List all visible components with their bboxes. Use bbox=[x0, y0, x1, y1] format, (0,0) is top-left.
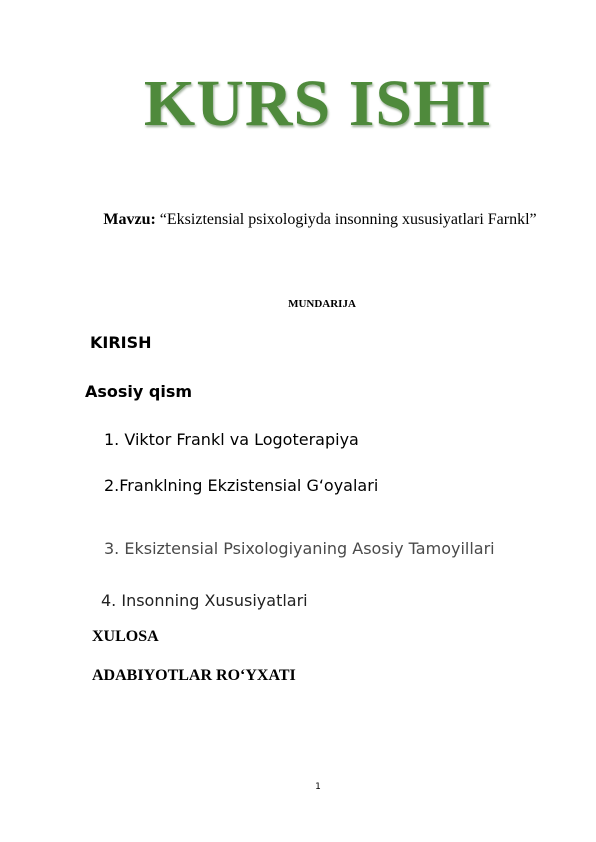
toc-item-conclusion: XULOSA bbox=[92, 628, 159, 645]
toc-item-intro: KIRISH bbox=[90, 333, 152, 352]
toc-item-main-part: Asosiy qism bbox=[85, 382, 193, 401]
page-number: 1 bbox=[315, 782, 321, 792]
topic-text: “Eksiztensial psixologiyda insonning xususiyatlari Farnkl” bbox=[159, 211, 537, 228]
toc-heading: MUNDARIJA bbox=[288, 298, 356, 310]
toc-item-references: ADABIYOTLAR RO‘YXATI bbox=[92, 667, 296, 684]
topic-label: Mavzu: bbox=[103, 211, 156, 228]
toc-item-4: 4. Insonning Xususiyatlari bbox=[101, 591, 308, 610]
toc-item-3: 3. Eksiztensial Psixologiyaning Asosiy Tamoyillari bbox=[104, 539, 495, 558]
topic-block bbox=[60, 205, 580, 235]
toc-item-1: 1. Viktor Frankl va Logoterapiya bbox=[104, 430, 359, 449]
document-title: KURS ISHI bbox=[143, 67, 493, 140]
toc-item-2: 2.Franklning Ekzistensial G‘oyalari bbox=[104, 476, 379, 495]
